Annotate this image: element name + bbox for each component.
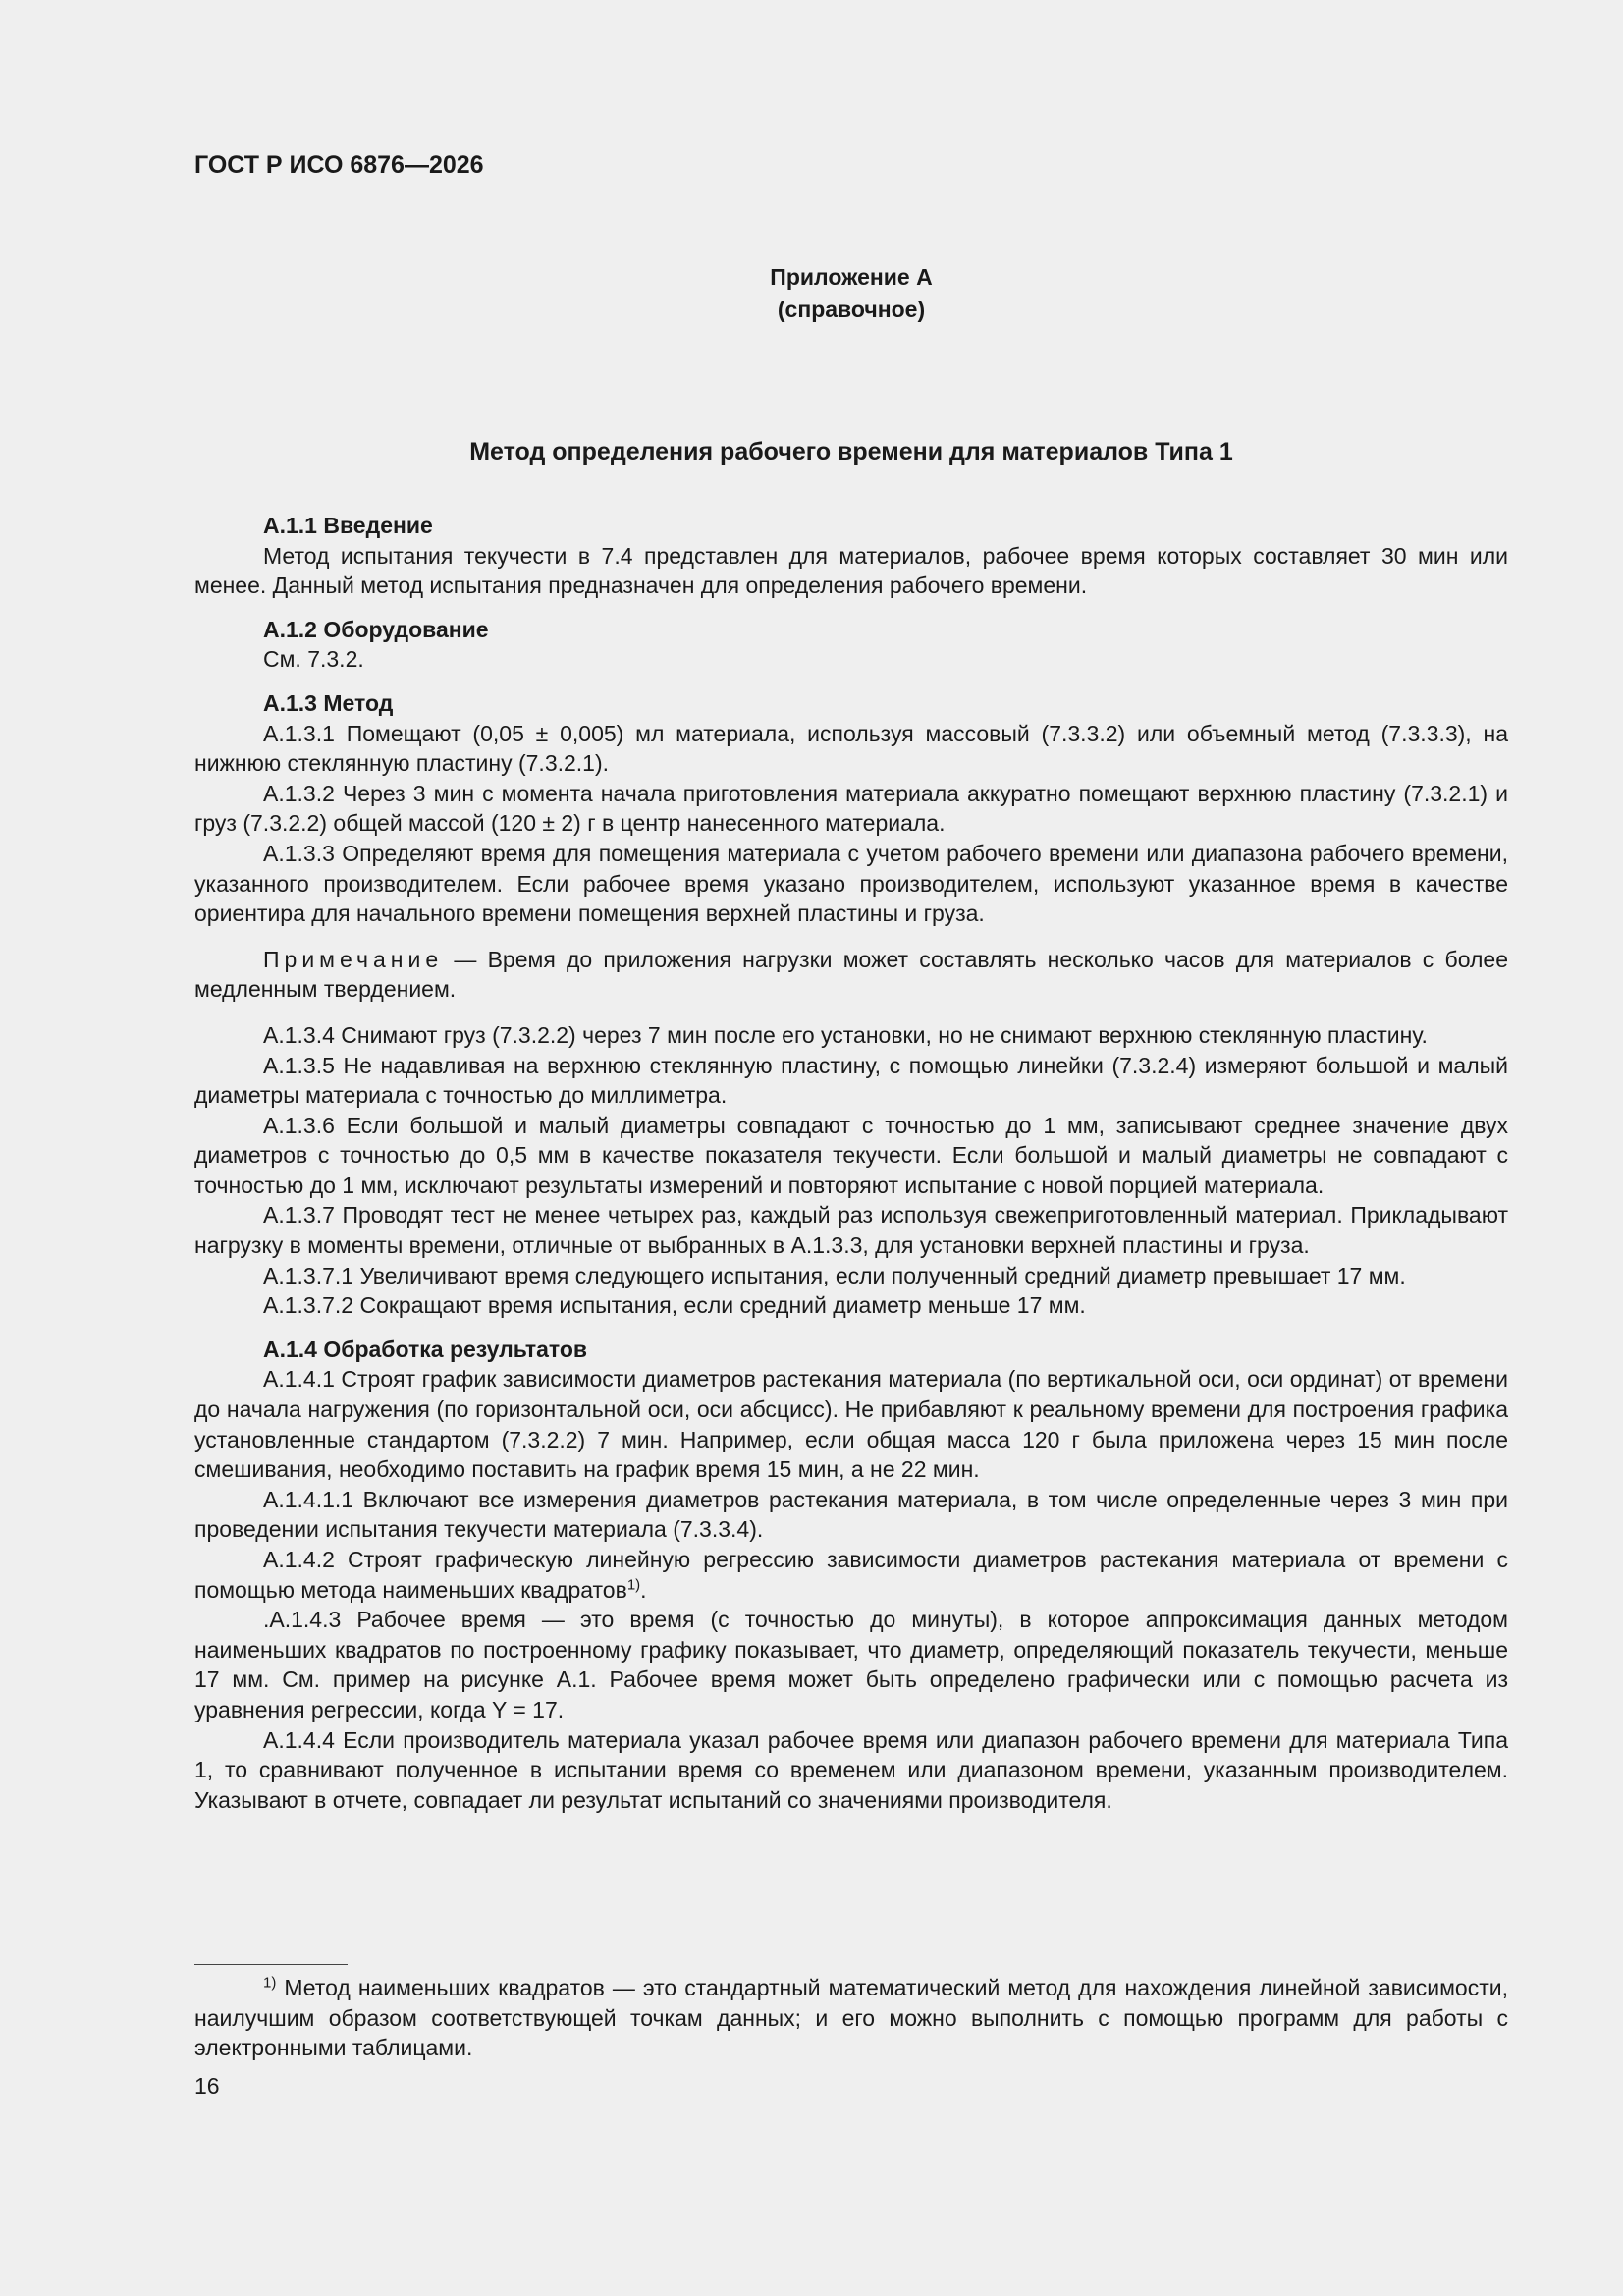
section-heading-a13: А.1.3 Метод	[263, 689, 394, 716]
annex-heading	[194, 261, 1508, 326]
note-text: — Время до приложения нагрузки может составлять несколько часов для материалов с более медленным твердением.	[194, 946, 1508, 1003]
paragraph-a1-3-3: А.1.3.3 Определяют время для помещения материала с учетом рабочего времени или диапазона рабочего времени, указанного производителем. Если рабочее время указано производителем, используют указанное время в качестве ориентира для начального времени помещения верхней пластины и груза.	[194, 840, 1508, 927]
paragraph-a1-3-7-1: А.1.3.7.1 Увеличивают время следующего испытания, если полученный средний диаметр превышает 17 мм.	[263, 1262, 1406, 1288]
paragraph-a1-4-3: .А.1.4.3 Рабочее время — это время (с точностью до минуты), в которое аппроксимация данных методом наименьших квадратов по построенному графику показывает, что диаметр, определяющий показатель текучести, меньше 17 мм. См. пример на рисунке А.1. Рабочее время может быть определено графически или с помощью расчета из уравнения регрессии, когда Y = 17.	[194, 1607, 1508, 1722]
paragraph-a1-4-2-end: .	[640, 1576, 647, 1603]
document-code: ГОСТ Р ИСО 6876—2026	[194, 151, 484, 179]
paragraph-a1-4-1-1: А.1.4.1.1 Включают все измерения диаметров растекания материала, в том числе определенные через 3 мин при проведении испытания текучести материала (7.3.3.4).	[194, 1486, 1508, 1543]
annex-label: Приложение А	[770, 264, 933, 290]
footnote-reference: 1)	[626, 1575, 641, 1593]
footnote-marker: 1)	[263, 1974, 277, 1992]
paragraph-a1-3-1: А.1.3.1 Помещают (0,05 ± 0,005) мл материала, используя массовый (7.3.3.2) или объемный метод (7.3.3.3), на нижнюю стеклянную пластину (7.3.2.1).	[194, 720, 1508, 777]
paragraph-a1-4-1: А.1.4.1 Строят график зависимости диаметров растекания материала (по вертикальной оси, оси ординат) от времени до начала нагружения (по горизонтальной оси, оси абсцисс). Не прибавляют к реальному времени для построения графика установленные стандартом (7.3.2.2) 7 мин. Например, если общая масса 120 г была приложена через 15 мин после смешивания, необходимо поставить на график время 15 мин, а не 22 мин.	[194, 1366, 1508, 1483]
paragraph-a1-4-2-text: А.1.4.2 Строят графическую линейную регрессию зависимости диаметров растекания материала от времени с помощью метода наименьших квадратов	[194, 1547, 1508, 1603]
paragraph-a12-equipment: См. 7.3.2.	[263, 646, 364, 673]
note-label: Примечание	[263, 946, 444, 972]
paragraph-a1-3-2: А.1.3.2 Через 3 мин с момента начала приготовления материала аккуратно помещают верхнюю пластину (7.3.2.1) и груз (7.3.2.2) общей массой (120 ± 2) г в центр нанесенного материала.	[194, 780, 1508, 837]
footnote	[194, 1973, 1508, 2063]
paragraph-a1-4-2	[194, 1545, 1508, 1605]
paragraph-a11-intro: Метод испытания текучести в 7.4 представлен для материалов, рабочее время которых составляет 30 мин или менее. Данный метод испытания предназначен для определения рабочего времени.	[194, 542, 1508, 599]
paragraph-a1-3-5: А.1.3.5 Не надавливая на верхнюю стеклянную пластину, с помощью линейки (7.3.2.4) измеряют большой и малый диаметры материала с точностью до миллиметра.	[194, 1052, 1508, 1109]
footnote-text: Метод наименьших квадратов — это стандартный математический метод для нахождения линейной зависимости, наилучшим образом соответствующей точкам данных; и его можно выполнить с помощью программ для работы с электронными таблицами.	[194, 1975, 1508, 2061]
note-paragraph	[194, 945, 1508, 1005]
paragraph-a1-4-4: А.1.4.4 Если производитель материала указал рабочее время или диапазон рабочего времени для материала Типа 1, то сравнивают полученное в испытании время со временем или диапазоном времени, указанным производителем. Указывают в отчете, совпадает ли результат испытаний со значениями производителя.	[194, 1726, 1508, 1813]
section-heading-a12: А.1.2 Оборудование	[263, 616, 489, 642]
annex-title: Метод определения рабочего времени для материалов Типа 1	[469, 438, 1233, 465]
section-heading-a11: А.1.1 Введение	[263, 513, 433, 538]
paragraph-a1-3-6: А.1.3.6 Если большой и малый диаметры совпадают с точностью до 1 мм, записывают среднее значение двух диаметров с точностью до 0,5 мм в качестве показателя текучести. Если большой и малый диаметры не совпадают с точностью до 1 мм, исключают результаты измерений и повторяют испытание с новой порцией материала.	[194, 1112, 1508, 1198]
annex-body	[194, 511, 1508, 1815]
annex-status: (справочное)	[777, 297, 926, 322]
paragraph-a1-3-4: А.1.3.4 Снимают груз (7.3.2.2) через 7 мин после его установки, но не снимают верхнюю стеклянную пластину.	[263, 1021, 1428, 1048]
page-number: 16	[194, 2073, 220, 2099]
paragraph-a1-3-7-2: А.1.3.7.2 Сокращают время испытания, если средний диаметр меньше 17 мм.	[263, 1292, 1086, 1319]
paragraph-a1-3-7: А.1.3.7 Проводят тест не менее четырех раз, каждый раз используя свежеприготовленный материал. Прикладывают нагрузку в моменты времени, отличные от выбранных в А.1.3.3, для установки верхней пластины и груза.	[194, 1202, 1508, 1259]
section-heading-a14: А.1.4 Обработка результатов	[263, 1336, 588, 1362]
footnote-separator	[194, 1964, 348, 1965]
